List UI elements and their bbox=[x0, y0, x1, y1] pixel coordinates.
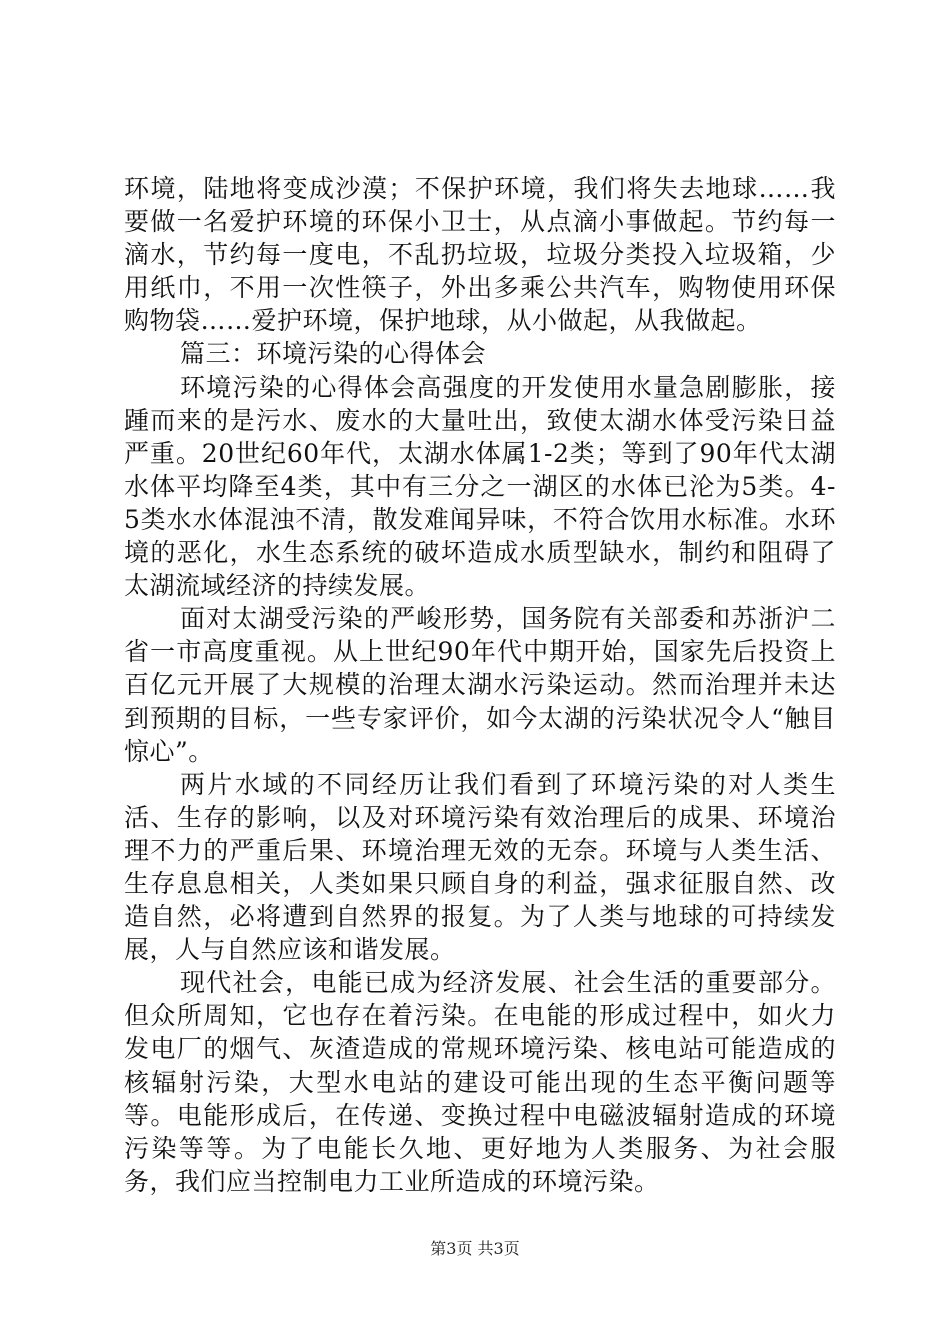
paragraph-4: 两片水域的不同经历让我们看到了环境污染的对人类生活、生存的影响，以及对环境污染有效治理后的成果、环境治理不力的严重后果、环境治理无效的无奈。环境与人类生活、生存息息相关，人类如果只顾自身的利益，强求征服自然、改造自然，必将遭到自然界的报复。为了人类与地球的可持续发展，人与自然应该和谐发展。 bbox=[124, 769, 836, 965]
paragraph-1: 环境，陆地将变成沙漠；不保护环境，我们将失去地球……我要做一名爱护环境的环保小卫士，从点滴小事做起。节约每一滴水，节约每一度电，不乱扔垃圾，垃圾分类投入垃圾箱，少用纸巾，不用一次性筷子，外出多乘公共汽车，购物使用环保购物袋……爱护环境，保护地球，从小做起，从我做起。 bbox=[124, 174, 836, 336]
paragraph-5: 现代社会，电能已成为经济发展、社会生活的重要部分。但众所周知，它也存在着污染。在电能的形成过程中，如火力发电厂的烟气、灰渣造成的常规环境污染、核电站可能造成的核辐射污染，大型水电站的建设可能出现的生态平衡问题等等。电能形成后，在传递、变换过程中电磁波辐射造成的环境污染等等。为了电能长久地、更好地为人类服务、为社会服务，我们应当控制电力工业所造成的环境污染。 bbox=[124, 968, 836, 1196]
paragraph-2: 环境污染的心得体会高强度的开发使用水量急剧膨胀，接踵而来的是污水、废水的大量吐出，致使太湖水体受污染日益严重。20世纪60年代，太湖水体属1-2类；等到了90年代太湖水体平均降至4类，其中有三分之一湖区的水体已沦为5类。4-5类水水体混浊不清，散发难闻异味，不符合饮用水标准。水环境的恶化，水生态系统的破坏造成水质型缺水，制约和阻碍了太湖流域经济的持续发展。 bbox=[124, 372, 836, 601]
paragraph-3: 面对太湖受污染的严峻形势，国务院有关部委和苏浙沪二省一市高度重视。从上世纪90年代中期开始，国家先后投资上百亿元开展了大规模的治理太湖水污染运动。然而治理并未达到预期的目标，一些专家评价，如今太湖的污染状况令人“触目惊心”。 bbox=[124, 604, 836, 766]
section-heading: 篇三：环境污染的心得体会 bbox=[180, 339, 487, 369]
page-footer: 第3页 共3页 bbox=[430, 1239, 520, 1258]
body-text bbox=[124, 172, 836, 1198]
